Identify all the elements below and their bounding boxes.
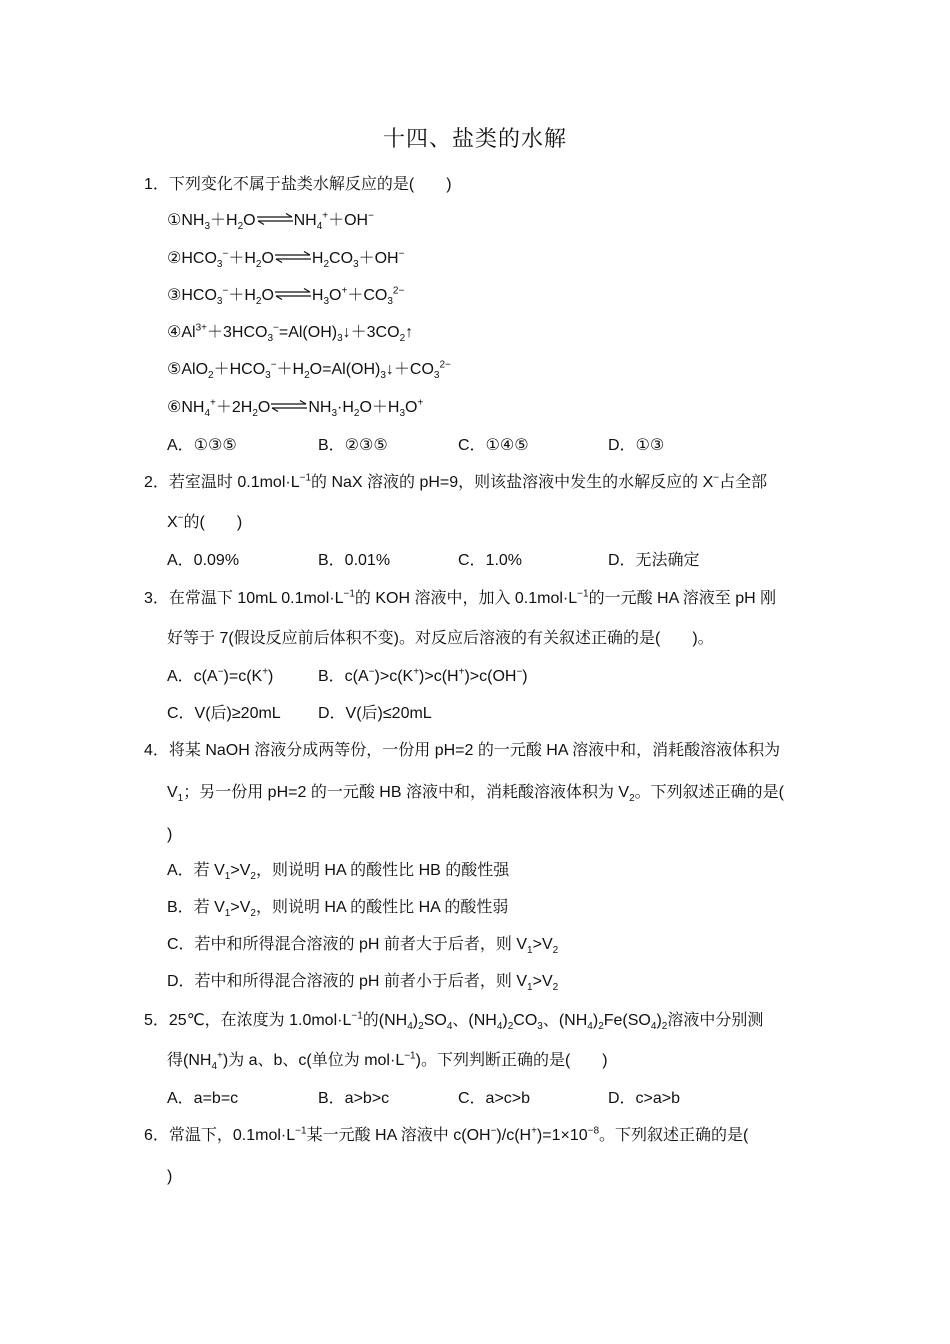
q1-option-a: A．①③⑤	[167, 437, 237, 454]
q5-option-b: B．a>b>c	[318, 1090, 390, 1107]
q1-reaction-3: $③HCO_3^-+H_2O$ $H_3O^++CO_3^{2-}$	[167, 285, 405, 308]
q1-option-b: B．②③⑤	[318, 437, 388, 454]
q5-option-d: D．c>a>b	[608, 1090, 681, 1107]
q5-option-a: A．a=b=c	[167, 1090, 239, 1107]
q3-option-a: A．c(A−)=c(K+)	[167, 666, 274, 685]
q5-stem-line-1: 5．25℃，在浓度为 $1.0mol\cdot L^{-1}$的$(NH_4)_2SO_4$、$(NH_4)_2CO_3$、$(NH_4)_2Fe(SO_4)_2$溶液中分别测	[144, 1010, 764, 1033]
q1-reaction-6: $⑥NH_4^++2H_2O$ $NH_3\cdot H_2O+H_3O^+$	[167, 397, 424, 420]
q4-option-c: C．若中和所得混合溶液的 pH 前者大于后者，则 $V_1>V_2$	[167, 936, 559, 957]
q1-reaction-4: $④Al^{3+}+3HCO_3^-=Al(OH)_3↓+3CO_2↑$	[167, 322, 414, 345]
equilibrium-arrow-icon	[274, 288, 312, 300]
q2-stem-line-2: X−的( )	[167, 512, 243, 531]
q4-stem-line-3: )	[167, 826, 173, 843]
equilibrium-arrow-icon	[274, 251, 312, 263]
q3-option-d: D．V(后)≤20mL	[318, 705, 432, 722]
q1-reaction-1: $①NH_3+H_2O$ $NH_4^++OH^-$	[167, 210, 374, 233]
q5-option-c: C．a>c>b	[458, 1090, 531, 1107]
q3-option-c: C．V(后)≥20mL	[167, 705, 281, 722]
q2-option-b: B．0.01%	[318, 552, 391, 569]
page-title: 十四、盐类的水解	[382, 127, 567, 152]
q1-stem: 1．下列变化不属于盐类水解反应的是( )	[144, 176, 452, 193]
q1-reaction-5: $⑤AlO_2+HCO_3^-+H_2O=Al(OH)_3↓+CO_3^{2-}$	[167, 359, 451, 382]
q6-stem-line-2: )	[167, 1168, 173, 1185]
q4-option-b: B．若 $V_1>V_2$，则说明 HA 的酸性比 HA 的酸性弱	[167, 899, 509, 920]
q2-option-c: C．1.0%	[458, 552, 523, 569]
q1-option-c: C．①④⑤	[458, 437, 529, 454]
q1-reaction-2: $②HCO_3^-+H_2O$ $H_2CO_3+OH^-$	[167, 248, 405, 271]
q3-stem-line-1: 3．在常温下 10mL $0.1mol\cdot L^{-1}$的 KOH 溶液中，加入 $0.1mol\cdot L^{-1}$的一元酸 HA 溶液至 pH 刚	[144, 588, 777, 607]
q2-stem-line-1: 2．若室温时 $0.1mol\cdot L^{-1}$的 NaX 溶液的 pH=9，则该盐溶液中发生的水解反应的 X−占全部	[144, 472, 768, 491]
q5-stem-line-2: 得$(NH_4^+)$为 a、b、c(单位为 $mol\cdot L^{-1}$)。下列判断正确的是( )	[167, 1050, 608, 1073]
q4-option-d: D．若中和所得混合溶液的 pH 前者小于后者，则 $V_1>V_2$	[167, 973, 559, 994]
q3-stem-line-2: 好等于 7(假设反应前后体积不变)。对反应后溶液的有关叙述正确的是( )。	[167, 630, 714, 647]
equilibrium-arrow-icon	[270, 400, 308, 412]
q4-stem-line-2: $V_1$；另一份用 pH=2 的一元酸 HB 溶液中和，消耗酸溶液体积为 $V_2$。下列叙述正确的是(	[167, 784, 784, 805]
q4-option-a: A．若 $V_1>V_2$，则说明 HA 的酸性比 HB 的酸性强	[167, 862, 510, 883]
equilibrium-arrow-icon	[256, 213, 294, 225]
q1-option-d: D．①③	[608, 437, 665, 454]
q6-stem-line-1: 6．常温下，$0.1mol\cdot L^{-1}$某一元酸 HA 溶液中 $c(OH^-)/c(H^+)=1\times 10^{-8}$。下列叙述正确的是(	[144, 1125, 749, 1144]
q2-option-a: A．0.09%	[167, 552, 240, 569]
q2-option-d: D．无法确定	[608, 552, 700, 569]
q3-option-b: B．c(A−)>c(K+)>c(H+)>c(OH−)	[318, 666, 528, 685]
q4-stem-line-1: 4．将某 NaOH 溶液分成两等份，一份用 pH=2 的一元酸 HA 溶液中和，消耗酸溶液体积为	[144, 742, 781, 759]
